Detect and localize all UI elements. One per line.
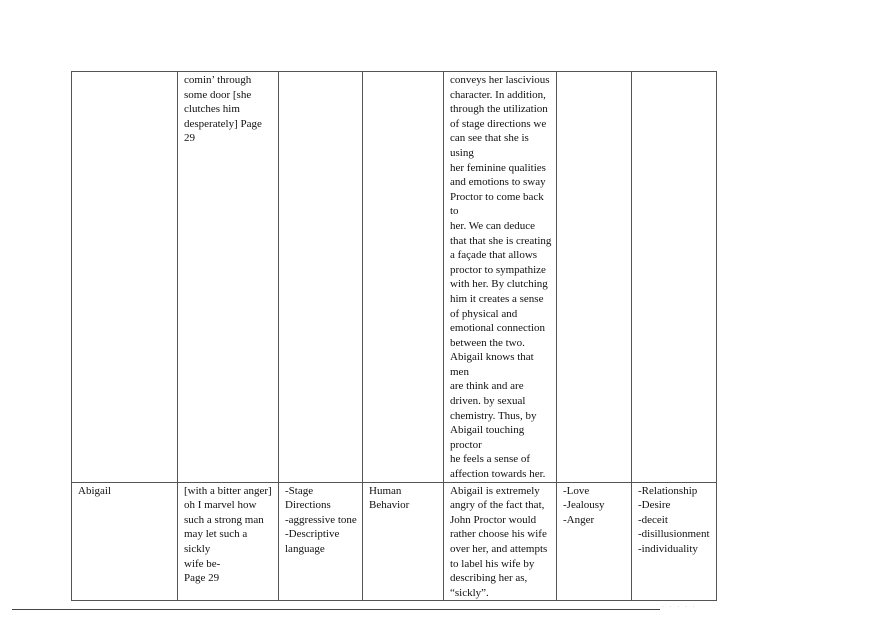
character-cell: Abigail — [72, 482, 178, 601]
analysis-table — [71, 71, 717, 601]
theme-cell: Human Behavior — [363, 482, 444, 601]
technique-cell — [279, 72, 363, 483]
quote-cell: [with a bitter anger] oh I marvel how such a strong man may let such a sickly wife be- Page 29 — [178, 482, 279, 601]
character-cell — [72, 72, 178, 483]
table-row — [72, 482, 717, 601]
ideas-cell: -Relationship -Desire -deceit -disillusionment -individuality — [632, 482, 717, 601]
footer-divider — [12, 609, 660, 610]
emotion-cell: -Love -Jealousy -Anger — [557, 482, 632, 601]
ideas-cell — [632, 72, 717, 483]
explanation-cell: conveys her lascivious character. In addition, through the utilization of stage directions we can see that she is using her feminine qualities and emotions to sway Proctor to come back to her. We can deduce that that she is creating a façade that allows proctor to sympathize with her. By clutching him it creates a sense of physical and emotional connection between the two. Abigail knows that men are think and are driven. by sexual chemistry. Thus, by Abigail touching proctor he feels a sense of affection towards her. — [444, 72, 557, 483]
technique-cell: -Stage Directions -aggressive tone -Descriptive language — [279, 482, 363, 601]
theme-cell — [363, 72, 444, 483]
emotion-cell — [557, 72, 632, 483]
footer-marks: · · · · · — [662, 604, 697, 610]
explanation-cell: Abigail is extremely angry of the fact that, John Proctor would rather choose his wife over her, and attempts to label his wife by describing her as, “sickly”. — [444, 482, 557, 601]
table-row — [72, 72, 717, 483]
quote-cell: comin’ through some door [she clutches him desperately] Page 29 — [178, 72, 279, 483]
